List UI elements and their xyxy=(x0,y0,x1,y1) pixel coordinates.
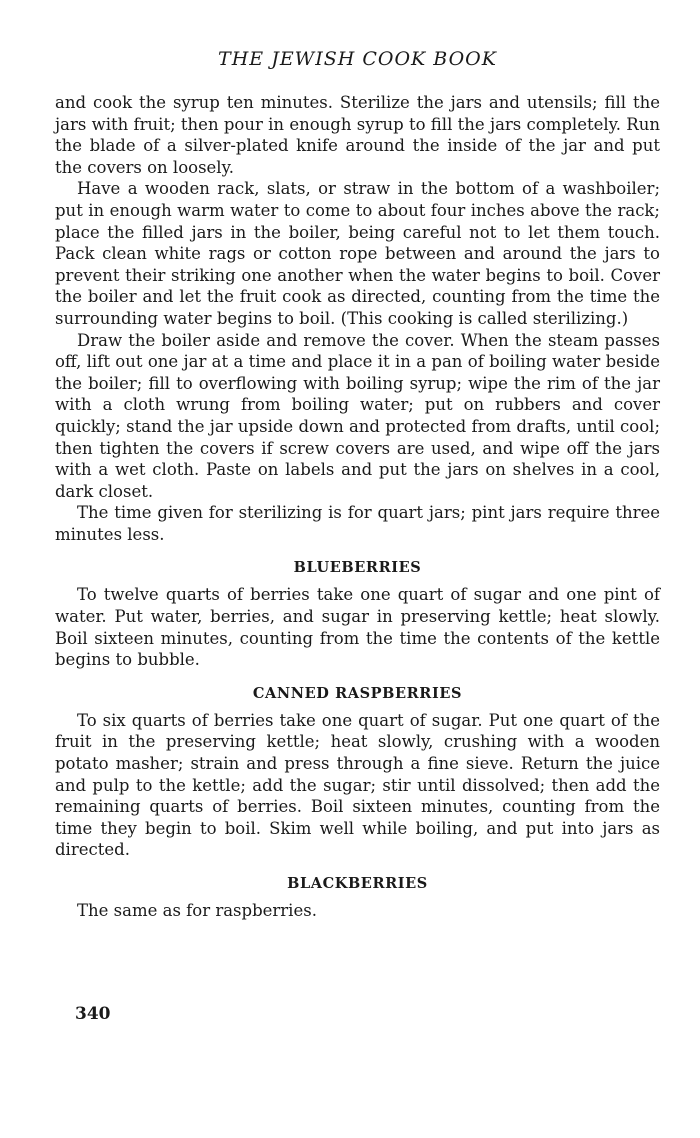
paragraph-remove-jars: Draw the boiler aside and remove the cover. When the steam passes off, lift out one jar at a time and place it in a pan of boiling water beside the boiler; fill to overflowing with boiling syrup; wipe the rim of the jar with a cloth wrung from boiling water; put on rubbers and cover quickly; stand the jar upside down and protected from drafts, until cool; then tighten the covers if screw covers are used, and wipe off the jars with a wet cloth. Paste on labels and put the jars on shelves in a cool, dark closet. xyxy=(55,330,660,501)
running-title: THE JEWISH COOK BOOK xyxy=(218,48,497,70)
paragraph-syrup: and cook the syrup ten minutes. Sterilize the jars and utensils; fill the jars with fruit; then pour in enough syrup to fill the jars completely. Run the blade of a silver-plated knife around the inside of the jar and put the covers on loosely. xyxy=(55,93,660,177)
heading-blackberries: BLACKBERRIES xyxy=(287,875,428,892)
heading-blueberries: BLUEBERRIES xyxy=(293,559,422,577)
book-page xyxy=(55,48,660,922)
paragraph-washboiler: Have a wooden rack, slats, or straw in the bottom of a washboiler; put in enough warm water to come to about four inches above the rack; place the filled jars in the boiler, being careful not to let them touch. Pack clean white rags or cotton rope between and around the jars to prevent their striking one another when the water begins to boil. Cover the boiler and let the fruit cook as directed, counting from the time the surrounding water begins to boil. (This cooking is called sterilizing.) xyxy=(55,179,660,328)
paragraph-sterilizing-time: The time given for sterilizing is for quart jars; pint jars require three minutes less. xyxy=(55,503,660,544)
heading-canned-raspberries: CANNED RASPBERRIES xyxy=(252,684,463,702)
recipe-canned-raspberries: To six quarts of berries take one quart of sugar. Put one quart of the fruit in the preserving kettle; heat slowly, crushing with a wooden potato masher; strain and press through a fine sieve. Return the juice and pulp to the kettle; add the sugar; stir until dissolved; then add the remaining quarts of berries. Boil sixteen minutes, counting from the time they begin to boil. Skim well while boiling, and put into jars as directed. xyxy=(55,710,660,860)
recipe-blackberries: The same as for raspberries. xyxy=(77,901,317,920)
recipe-blueberries: To twelve quarts of berries take one quart of sugar and one pint of water. Put water, berries, and sugar in preserving kettle; heat slowly. Boil sixteen minutes, counting from the time the contents of the kettle begins to bubble. xyxy=(55,585,660,670)
page-number: 340 xyxy=(75,1004,111,1024)
